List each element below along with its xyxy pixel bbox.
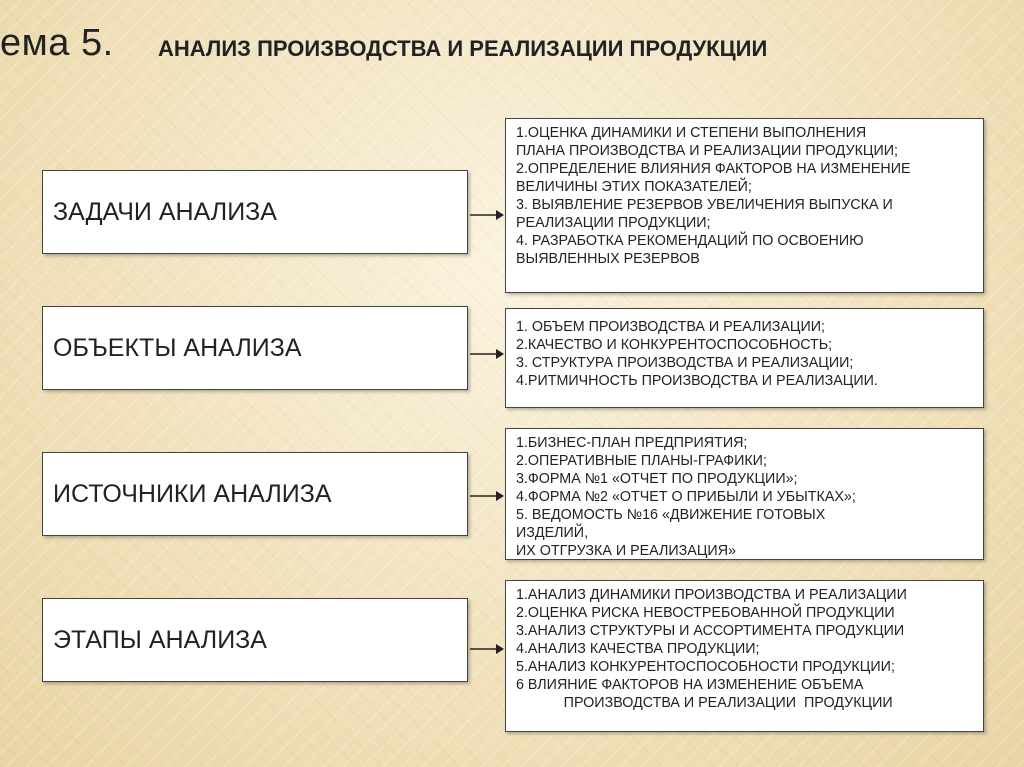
detail-line: 3. СТРУКТУРА ПРОИЗВОДСТВА И РЕАЛИЗАЦИИ; bbox=[516, 355, 854, 371]
title-main: АНАЛИЗ ПРОИЗВОДСТВА И РЕАЛИЗАЦИИ ПРОДУКЦИИ bbox=[158, 36, 768, 61]
label-text: ИСТОЧНИКИ АНАЛИЗА bbox=[53, 479, 332, 508]
label-text: ОБЪЕКТЫ АНАЛИЗА bbox=[53, 333, 302, 362]
detail-box-sources bbox=[505, 428, 984, 560]
label-box-objects bbox=[42, 306, 468, 390]
label-box-stages bbox=[42, 598, 468, 682]
detail-line: 1.БИЗНЕС-ПЛАН ПРЕДПРИЯТИЯ; bbox=[516, 435, 748, 451]
detail-line: 2.ОПЕРАТИВНЫЕ ПЛАНЫ-ГРАФИКИ; bbox=[516, 453, 767, 469]
detail-line: 2.КАЧЕСТВО И КОНКУРЕНТОСПОСОБНОСТЬ; bbox=[516, 337, 833, 353]
detail-line: 2.ОПРЕДЕЛЕНИЕ ВЛИЯНИЯ ФАКТОРОВ НА ИЗМЕНЕНИЕ bbox=[516, 161, 911, 177]
detail-line: ИХ ОТГРУЗКА И РЕАЛИЗАЦИЯ» bbox=[516, 543, 736, 559]
detail-line: ПЛАНА ПРОИЗВОДСТВА И РЕАЛИЗАЦИИ ПРОДУКЦИИ; bbox=[516, 143, 899, 159]
detail-line: 4.РИТМИЧНОСТЬ ПРОИЗВОДСТВА И РЕАЛИЗАЦИИ. bbox=[516, 373, 878, 389]
arrow-right-icon bbox=[470, 348, 504, 360]
arrow-right-icon bbox=[470, 209, 504, 221]
detail-line: 2.ОЦЕНКА РИСКА НЕВОСТРЕБОВАННОЙ ПРОДУКЦИИ bbox=[516, 605, 895, 621]
arrow-right-icon bbox=[470, 643, 504, 655]
detail-line: ПРОИЗВОДСТВА И РЕАЛИЗАЦИИ ПРОДУКЦИИ bbox=[516, 695, 893, 711]
detail-line: 3.АНАЛИЗ СТРУКТУРЫ И АССОРТИМЕНТА ПРОДУКЦИИ bbox=[516, 623, 905, 639]
detail-line: РЕАЛИЗАЦИИ ПРОДУКЦИИ; bbox=[516, 215, 711, 231]
detail-line: ВЕЛИЧИНЫ ЭТИХ ПОКАЗАТЕЛЕЙ; bbox=[516, 179, 752, 195]
detail-line: 4. РАЗРАБОТКА РЕКОМЕНДАЦИЙ ПО ОСВОЕНИЮ bbox=[516, 233, 864, 249]
detail-line: 1.ОЦЕНКА ДИНАМИКИ И СТЕПЕНИ ВЫПОЛНЕНИЯ bbox=[516, 125, 867, 141]
detail-box-tasks bbox=[505, 118, 984, 293]
arrow-right-icon bbox=[470, 490, 504, 502]
detail-line: 1. ОБЪЕМ ПРОИЗВОДСТВА И РЕАЛИЗАЦИИ; bbox=[516, 319, 825, 335]
detail-line: 1.АНАЛИЗ ДИНАМИКИ ПРОИЗВОДСТВА И РЕАЛИЗАЦИИ bbox=[516, 587, 907, 603]
detail-line: ИЗДЕЛИЙ, bbox=[516, 525, 589, 541]
label-text: ЗАДАЧИ АНАЛИЗА bbox=[53, 197, 277, 226]
detail-line: 3.ФОРМА №1 «ОТЧЕТ ПО ПРОДУКЦИИ»; bbox=[516, 471, 798, 487]
label-box-sources bbox=[42, 452, 468, 536]
detail-line: 3. ВЫЯВЛЕНИЕ РЕЗЕРВОВ УВЕЛИЧЕНИЯ ВЫПУСКА И bbox=[516, 197, 893, 213]
detail-line: 4.АНАЛИЗ КАЧЕСТВА ПРОДУКЦИИ; bbox=[516, 641, 760, 657]
detail-line: ВЫЯВЛЕННЫХ РЕЗЕРВОВ bbox=[516, 251, 700, 267]
title-prefix: ема 5. bbox=[0, 22, 114, 64]
detail-line: 4.ФОРМА №2 «ОТЧЕТ О ПРИБЫЛИ И УБЫТКАХ»; bbox=[516, 489, 856, 505]
detail-line: 6 ВЛИЯНИЕ ФАКТОРОВ НА ИЗМЕНЕНИЕ ОБЪЕМА bbox=[516, 677, 864, 693]
detail-line: 5. ВЕДОМОСТЬ №16 «ДВИЖЕНИЕ ГОТОВЫХ bbox=[516, 507, 826, 523]
detail-box-objects bbox=[505, 308, 984, 408]
label-box-tasks bbox=[42, 170, 468, 254]
detail-box-stages bbox=[505, 580, 984, 732]
detail-line: 5.АНАЛИЗ КОНКУРЕНТОСПОСОБНОСТИ ПРОДУКЦИИ; bbox=[516, 659, 895, 675]
label-text: ЭТАПЫ АНАЛИЗА bbox=[53, 625, 267, 654]
